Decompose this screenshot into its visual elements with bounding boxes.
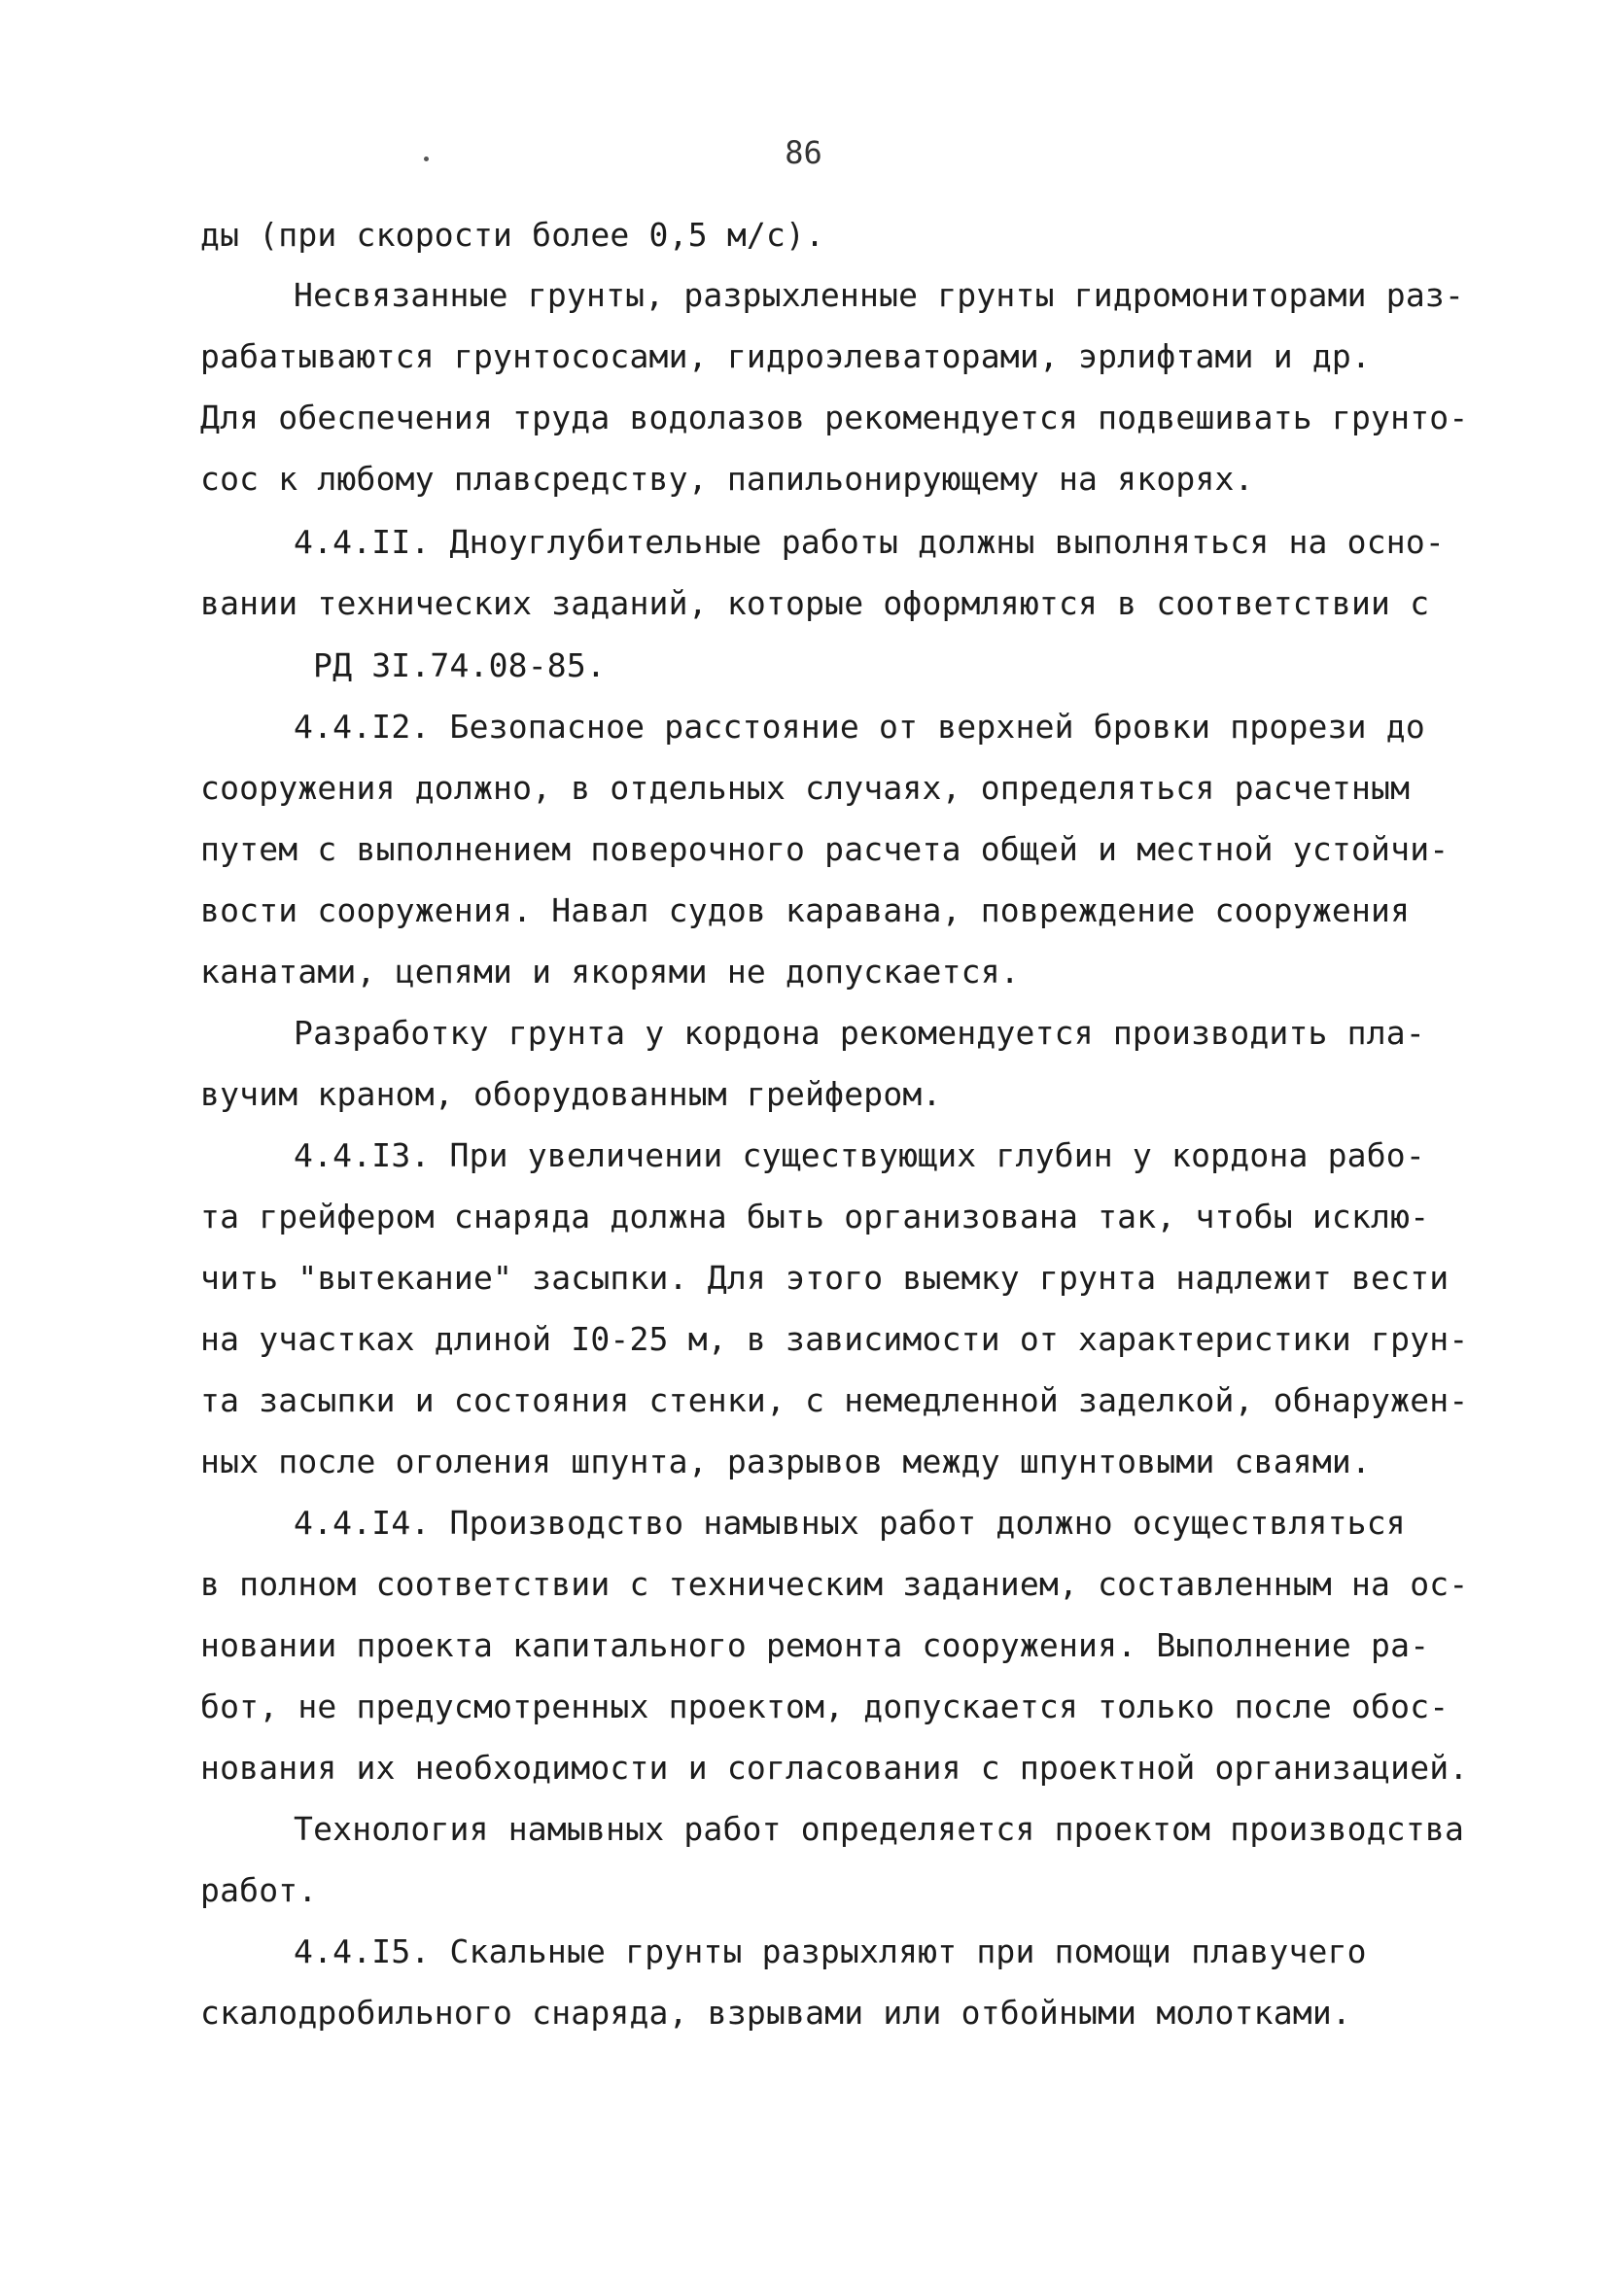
text-line-7: вании технических заданий, которые оформляются в соответствии с <box>200 584 1430 622</box>
text-line-14: Разработку грунта у кордона рекомендуется производить пла- <box>294 1014 1425 1052</box>
text-line-12: вости сооружения. Навал судов каравана, повреждение сооружения <box>200 891 1411 929</box>
text-line-15: вучим краном, оборудованным грейфером. <box>200 1075 942 1113</box>
text-line-1: ды (при скорости более 0,5 м/с). <box>200 216 825 254</box>
text-line-2: Несвязанные грунты, разрыхленные грунты гидромониторами раз- <box>294 276 1465 314</box>
text-line-8: РД 3I.74.08-85. <box>313 646 607 684</box>
text-line-29: 4.4.I5. Скальные грунты разрыхляют при помощи плавучего <box>294 1932 1367 1970</box>
text-line-21: ных после оголения шпунта, разрывов между шпунтовыми сваями. <box>200 1443 1372 1480</box>
text-line-25: бот, не предусмотренных проектом, допускается только после обос- <box>200 1687 1450 1725</box>
text-line-28: работ. <box>200 1871 318 1909</box>
text-line-17: та грейфером снаряда должна быть организована так, чтобы исклю- <box>200 1198 1430 1235</box>
text-line-16: 4.4.I3. При увеличении существующих глубин у кордона рабо- <box>294 1136 1425 1174</box>
text-line-9: 4.4.I2. Безопасное расстояние от верхней бровки прорези до <box>294 708 1425 746</box>
text-line-3: рабатываются грунтососами, гидроэлеваторами, эрлифтами и др. <box>200 337 1372 375</box>
text-line-22: 4.4.I4. Производство намывных работ должно осуществляться <box>294 1504 1406 1542</box>
text-line-23: в полном соответствии с техническим заданием, составленным на ос- <box>200 1565 1469 1603</box>
text-line-20: та засыпки и состояния стенки, с немедленной заделкой, обнаружен- <box>200 1381 1469 1419</box>
text-line-26: нования их необходимости и согласования с проектной организацией. <box>200 1749 1469 1787</box>
text-line-10: сооружения должно, в отдельных случаях, определяться расчетным <box>200 769 1411 807</box>
text-line-19: на участках длиной I0-25 м, в зависимости от характеристики грун- <box>200 1320 1469 1358</box>
text-line-18: чить "вытекание" засыпки. Для этого выемку грунта надлежит вести <box>200 1259 1450 1297</box>
text-line-30: скалодробильного снаряда, взрывами или отбойными молотками. <box>200 1994 1351 2032</box>
text-line-27: Технология намывных работ определяется проектом производства <box>294 1810 1465 1848</box>
text-line-6: 4.4.II. Дноуглубительные работы должны выполняться на осно- <box>294 523 1445 561</box>
text-line-11: путем с выполнением поверочного расчета общей и местной устойчи- <box>200 830 1450 868</box>
text-line-24: новании проекта капитального ремонта сооружения. Выполнение ра- <box>200 1626 1430 1664</box>
page-number: 86 <box>785 134 822 171</box>
text-line-13: канатами, цепями и якорями не допускается. <box>200 953 1020 991</box>
text-line-4: Для обеспечения труда водолазов рекомендуется подвешивать грунто- <box>200 399 1469 436</box>
text-line-5: сос к любому плавсредству, папильонирующему на якорях. <box>200 460 1254 498</box>
